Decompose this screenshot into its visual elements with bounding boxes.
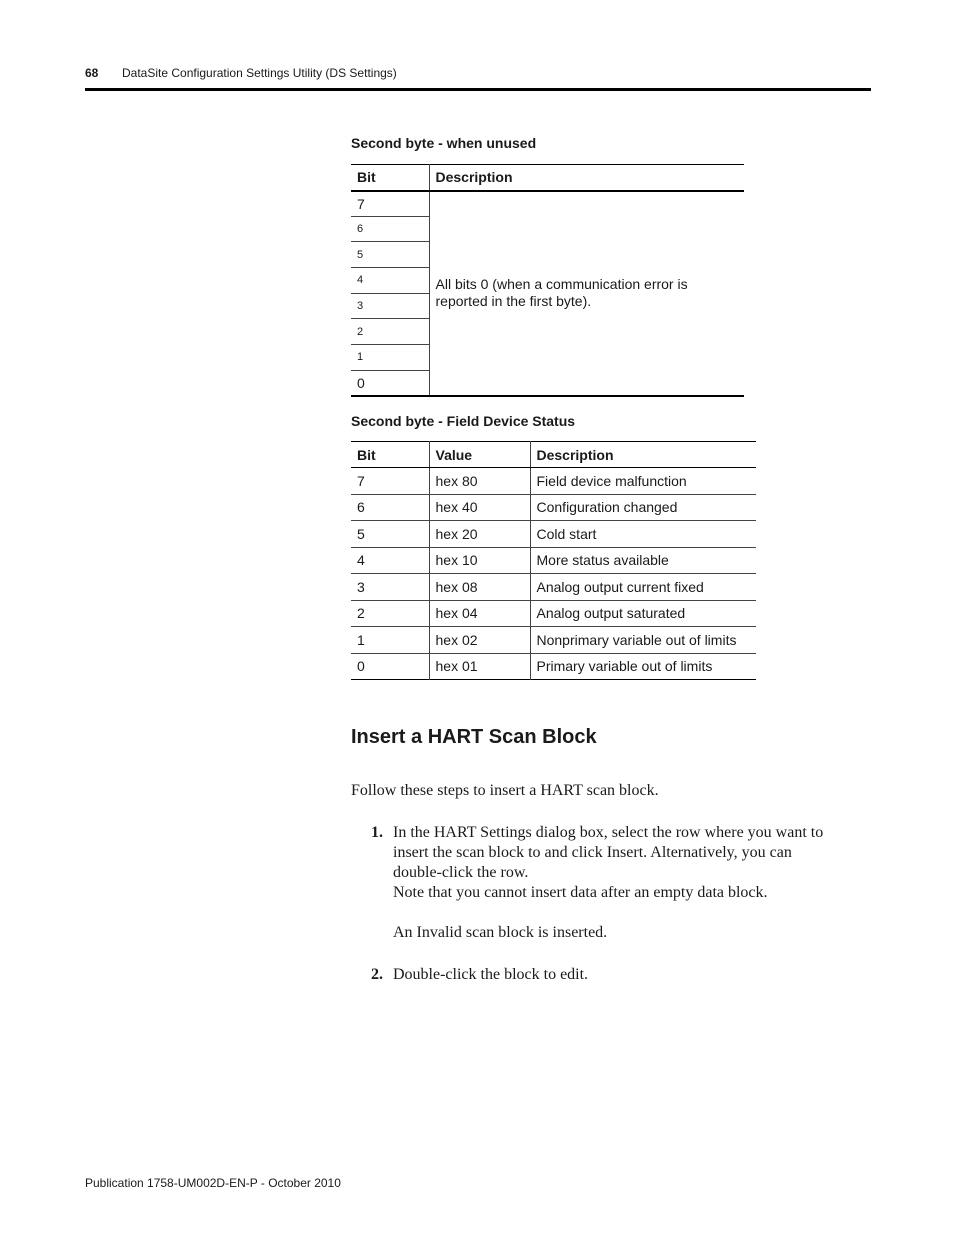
value-cell: hex 20 <box>429 521 530 548</box>
step-number: 1. <box>371 824 383 841</box>
table-row <box>351 191 744 217</box>
column-header-value: Value <box>429 442 530 468</box>
description-cell: Analog output saturated <box>530 600 756 627</box>
table-header-row <box>351 442 756 468</box>
bit-cell: 0 <box>357 374 365 391</box>
description-cell: All bits 0 (when a communication error is reported in the first byte). <box>429 191 744 397</box>
description-cell: Analog output current fixed <box>530 574 756 601</box>
bit-cell: 5 <box>351 242 429 268</box>
bit-cell: 4 <box>351 547 429 574</box>
table-row <box>351 468 756 495</box>
step-text <box>393 965 848 985</box>
header-rule <box>85 88 871 91</box>
value-cell: hex 10 <box>429 547 530 574</box>
value-cell: hex 40 <box>429 494 530 521</box>
bit-cell: 1 <box>351 345 429 371</box>
bit-cell: 3 <box>351 293 429 319</box>
step-number: 2. <box>371 966 383 983</box>
column-header-description: Description <box>530 442 756 468</box>
description-cell: Field device malfunction <box>530 468 756 495</box>
table-row <box>351 521 756 548</box>
description-cell: Primary variable out of limits <box>530 653 756 680</box>
bit-cell: 1 <box>351 627 429 654</box>
table-row <box>351 547 756 574</box>
publication-footer: Publication 1758-UM002D-EN-P - October 2010 <box>85 1176 341 1190</box>
bit-cell: 0 <box>357 658 365 675</box>
description-cell: Nonprimary variable out of limits <box>530 627 756 654</box>
column-header-bit: Bit <box>351 442 429 468</box>
value-cell: hex 02 <box>429 627 530 654</box>
bit-cell: 4 <box>351 268 429 294</box>
table-title-field-device-status: Second byte - Field Device Status <box>351 413 576 429</box>
value-cell: hex 80 <box>429 468 530 495</box>
step-line: Double-click the block to edit. <box>393 966 589 983</box>
step-result: An Invalid scan block is inserted. <box>393 924 608 941</box>
field-device-status-table <box>351 441 756 680</box>
column-header-description: Description <box>429 165 744 191</box>
bit-cell: 6 <box>351 216 429 242</box>
running-header-title: DataSite Configuration Settings Utility (DS Settings) <box>122 66 397 80</box>
step-line: double-click the row. <box>393 864 529 881</box>
value-cell: hex 01 <box>429 653 530 680</box>
bit-cell: 3 <box>351 574 429 601</box>
step-note: Note that you cannot insert data after an empty data block. <box>393 884 768 901</box>
bit-cell: 2 <box>351 319 429 345</box>
table-row <box>351 600 756 627</box>
page-number: 68 <box>85 66 99 80</box>
step-text <box>393 823 848 903</box>
value-cell: hex 08 <box>429 574 530 601</box>
value-cell: hex 04 <box>429 600 530 627</box>
bit-cell: 7 <box>351 468 429 495</box>
column-header-bit: Bit <box>351 165 429 191</box>
description-cell: Cold start <box>530 521 756 548</box>
table-row <box>351 627 756 654</box>
step-line: insert the scan block to and click Insert. Alternatively, you can <box>393 844 792 861</box>
description-cell: Configuration changed <box>530 494 756 521</box>
bit-cell: 2 <box>351 600 429 627</box>
bit-cell: 6 <box>351 494 429 521</box>
table-header-row <box>351 165 744 191</box>
section-heading: Insert a HART Scan Block <box>351 726 597 748</box>
page-header <box>0 0 954 95</box>
intro-paragraph: Follow these steps to insert a HART scan block. <box>351 782 659 799</box>
table-row <box>351 653 756 680</box>
step-line: In the HART Settings dialog box, select the row where you want to <box>393 824 824 841</box>
table-row <box>351 574 756 601</box>
table-row <box>351 494 756 521</box>
unused-byte-table <box>351 164 744 397</box>
table-title-unused-byte: Second byte - when unused <box>351 135 537 151</box>
bit-cell: 7 <box>351 191 429 217</box>
bit-cell: 5 <box>351 521 429 548</box>
description-cell: More status available <box>530 547 756 574</box>
